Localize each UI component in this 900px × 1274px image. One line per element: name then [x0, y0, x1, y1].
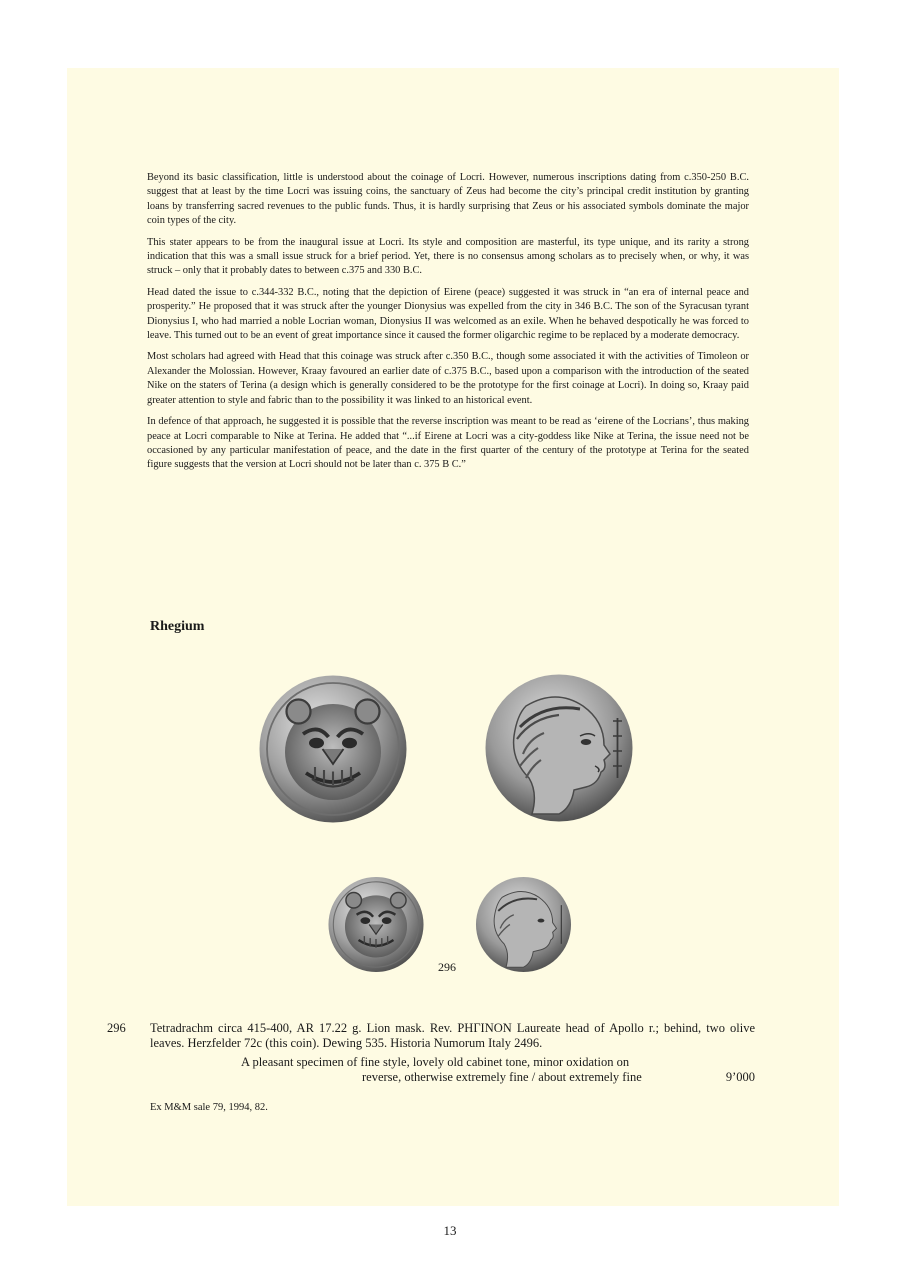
lot-number-label: 296 — [438, 960, 456, 974]
coin-obverse-large-image — [257, 674, 409, 824]
lot-condition-line-1: A pleasant specimen of fine style, lovely old cabinet tone, minor oxidation on — [241, 1055, 630, 1069]
essay-paragraph: Beyond its basic classification, little is understood about the coinage of Locri. However, numerous inscriptions dating from c.350-250 B.C. suggest that at least by the time Locri was issuing coins, the sanctuary of Zeus had become the city’s principal credit institution by granting loans by transferring sacred revenues to the public funds. Thus, it is hardly surprising that Zeus or his associated symbols dominate the major coin types of the city. — [147, 172, 749, 227]
apollo-head-icon — [472, 876, 575, 973]
lot-description: Tetradrachm circa 415-400, AR 17.22 g. Lion mask. Rev. ΡΗΓΙΝΟΝ Laureate head of Apollo r.; behind, two olive leaves. Herzfelder 72c (this coin). Dewing 535. Historia Numorum Italy 2496. — [150, 1021, 755, 1050]
essay-paragraph: This stater appears to be from the inaugural issue at Locri. Its style and composition are masterful, its type unique, and its rarity a strong indication that this was a small issue struck for a brief period. Yet, there is no consensus among scholars as to precisely when, or why, it was struck – only that it probably dates to between c.375 and 330 B.C. — [147, 236, 749, 277]
lion-mask-icon — [257, 674, 409, 824]
apollo-head-icon — [483, 673, 635, 823]
coin-obverse-small-image — [326, 876, 426, 973]
lot-condition-line-2: reverse, otherwise extremely fine / about extremely fine — [362, 1070, 642, 1084]
essay-paragraph: Head dated the issue to c.344-332 B.C., noting that the depiction of Eirene (peace) suggested it was struck in “an era of internal peace and prosperity.” He proposed that it was struck after the younger Dionysius was expelled from the city in 346 B.C. The son of the Syracusan tyrant Dionysius I, who had married a noble Locrian woman, Dionysius II was welcomed as an exile. When he behaved despotically he was forced to leave. This turned out to be an event of great importance since it caused the former oligarchic regime to be replaced by a moderate democracy. — [147, 286, 749, 342]
lot-estimate-price: 9’000 — [725, 1070, 755, 1084]
section-title: Rhegium — [150, 619, 205, 634]
lion-mask-icon — [326, 876, 426, 973]
coin-reverse-small-image — [472, 876, 575, 973]
essay-paragraph: In defence of that approach, he suggested it is possible that the reverse inscription was meant to be read as ‘eirene of the Locrians’, thus making peace at Locri comparable to Nike at Terina. He added that “...if Eirene at Locri was a city-goddess like Nike at Terina, the issue need not be occasioned by any particular manifestation of peace, and the date in the first quarter of the century of the prototype at Terina for the seated figure suggests that the version at Locri should not be later than c. 375 B C.” — [147, 416, 749, 471]
lot-provenance: Ex M&M sale 79, 1994, 82. — [150, 1102, 268, 1113]
page-number: 13 — [443, 1223, 457, 1238]
essay-paragraph: Most scholars had agreed with Head that this coinage was struck after c.350 B.C., though some associated it with the activities of Timoleon or Alexander the Molossian. However, Kraay favoured an earlier date of c.375 B.C., based upon a comparison with the introduction of the seated Nike on the staters of Terina (a design which is generally considered to be the prototype for the first coinage at Locri). In doing so, Kraay paid greater attention to style and fabric than to the possibility it was linked to an historical event. — [147, 351, 749, 406]
lot-number: 296 — [107, 1021, 126, 1035]
essay-text — [147, 171, 749, 480]
coin-reverse-large-image — [483, 673, 635, 823]
